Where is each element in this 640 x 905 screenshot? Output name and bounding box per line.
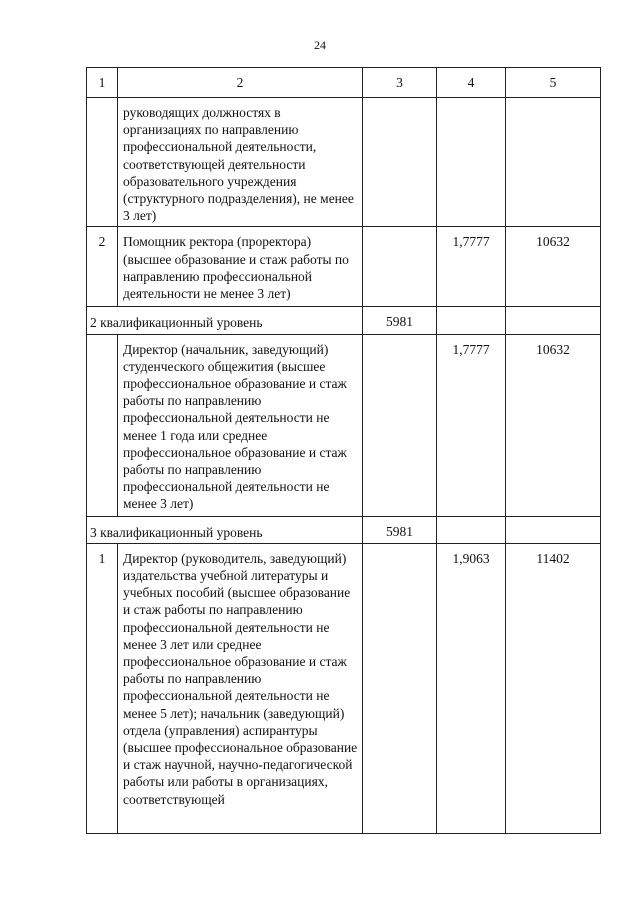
page-number: 24 (314, 38, 326, 52)
salary-amount-cell: 11402 (506, 543, 601, 833)
row-number (87, 334, 118, 516)
row-number: 2 (87, 227, 118, 307)
qualification-level-label: 3 квалификационный уровень (87, 516, 363, 543)
base-salary-cell (363, 227, 437, 307)
base-salary-cell: 5981 (363, 516, 437, 543)
row-number: 1 (87, 543, 118, 833)
salary-amount-cell (506, 98, 601, 227)
header-col-1: 1 (87, 68, 118, 98)
table-header-row (87, 68, 601, 98)
qualification-level-label: 2 квалификационный уровень (87, 307, 363, 334)
row-number (87, 98, 118, 227)
coefficient-cell: 1,9063 (437, 543, 506, 833)
position-description: Помощник ректора (проректора) (высшее образование и стаж работы по направлению профессиональной деятельности не менее 3 лет) (118, 227, 363, 307)
qualification-level-row (87, 307, 601, 334)
base-salary-cell: 5981 (363, 307, 437, 334)
coefficient-cell: 1,7777 (437, 227, 506, 307)
position-description: Директор (руководитель, заведующий) издательства учебной литературы и учебных пособий (высшее образование и стаж работы по направлению профессиональной деятельности не менее 3 лет или среднее профессиональное образование и стаж работы по направлению профессиональной деятельности не менее 5 лет); начальник (заведующий) отдела (управления) аспирантуры (высшее профессиональное образование и стаж научной, научно-педагогической работы или работы в организациях, соответствующей (118, 543, 363, 833)
base-salary-cell (363, 334, 437, 516)
base-salary-cell (363, 98, 437, 227)
salary-table (86, 67, 601, 834)
salary-amount-cell: 10632 (506, 227, 601, 307)
table-row (87, 98, 601, 227)
salary-amount-cell (506, 307, 601, 334)
table-row (87, 227, 601, 307)
table-row (87, 334, 601, 516)
position-description: руководящих должностях в организациях по направлению профессиональной деятельности, соответствующей деятельности образовательного учреждения (структурного подразделения), не менее 3 лет) (118, 98, 363, 227)
salary-amount-cell: 10632 (506, 334, 601, 516)
base-salary-cell (363, 543, 437, 833)
coefficient-cell (437, 307, 506, 334)
header-col-4: 4 (437, 68, 506, 98)
position-description: Директор (начальник, заведующий) студенческого общежития (высшее профессиональное образование и стаж работы по направлению профессиональной деятельности не менее 1 года или среднее профессиональное образование и стаж работы по направлению профессиональной деятельности не менее 3 лет) (118, 334, 363, 516)
header-col-2: 2 (118, 68, 363, 98)
qualification-level-row (87, 516, 601, 543)
coefficient-cell: 1,7777 (437, 334, 506, 516)
salary-amount-cell (506, 516, 601, 543)
coefficient-cell (437, 98, 506, 227)
table-row (87, 543, 601, 833)
coefficient-cell (437, 516, 506, 543)
header-col-3: 3 (363, 68, 437, 98)
header-col-5: 5 (506, 68, 601, 98)
